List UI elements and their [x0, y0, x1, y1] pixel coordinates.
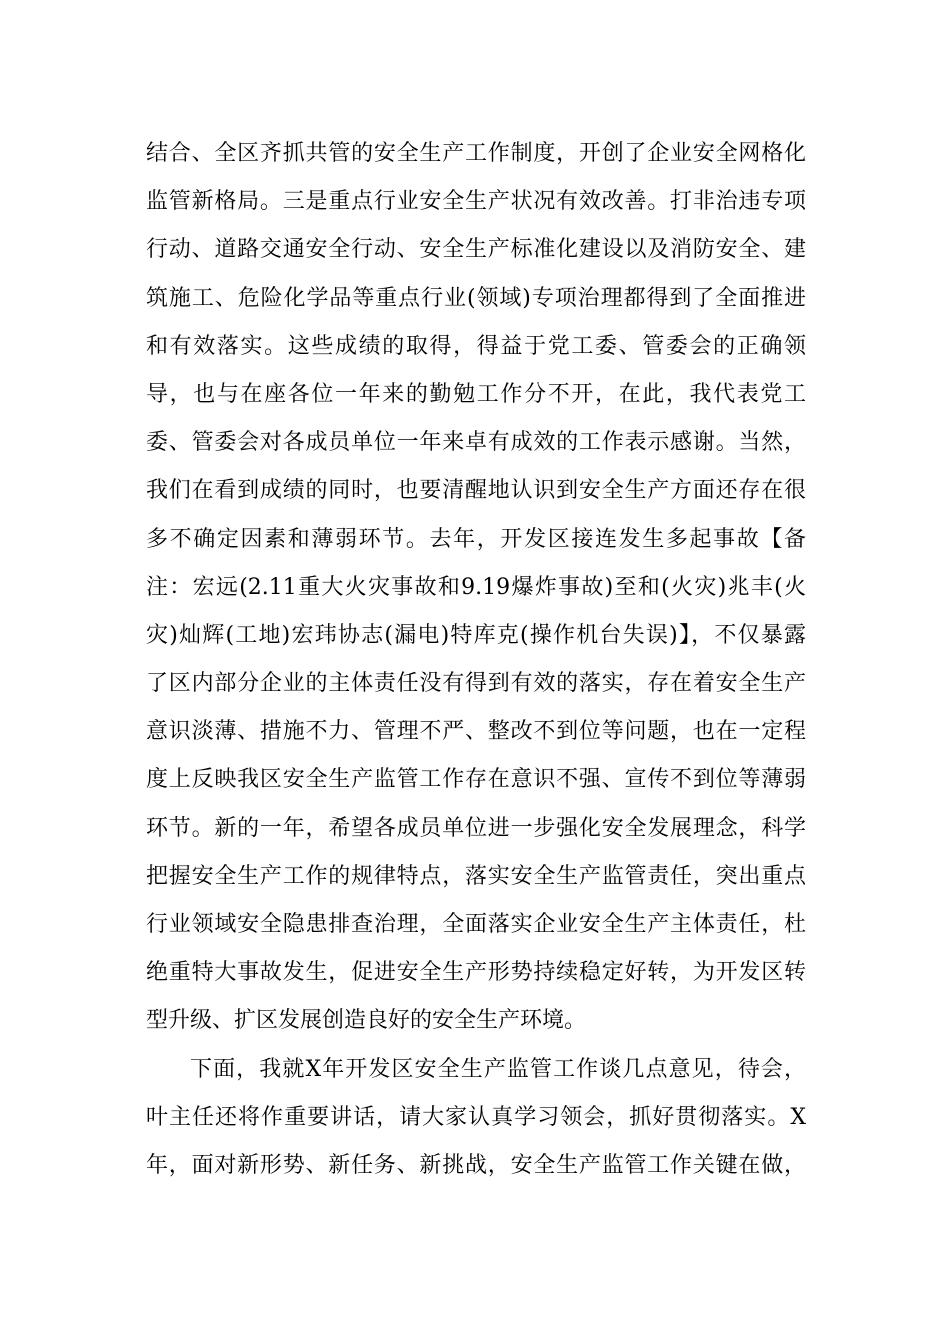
text-line: 我们在看到成绩的同时，也要清醒地认识到安全生产方面还存在很	[146, 478, 806, 504]
paragraph-end-line: 型升级、扩区发展创造良好的安全生产环境。	[146, 1008, 587, 1034]
text-line: 监管新格局。三是重点行业安全生产状况有效改善。打非治违专项	[146, 189, 806, 215]
text-line: 环节。新的一年，希望各成员单位进一步强化安全发展理念，科学	[146, 815, 806, 841]
text-line: 绝重特大事故发生，促进安全生产形势持续稳定好转，为开发区转	[146, 960, 806, 986]
text-line: 和有效落实。这些成绩的取得，得益于党工委、管委会的正确领	[146, 333, 806, 359]
text-line: 多不确定因素和薄弱环节。去年，开发区接连发生多起事故【备	[146, 526, 806, 552]
text-line: 结合、全区齐抓共管的安全生产工作制度，开创了企业安全网格化	[146, 141, 806, 166]
text-line: 叶主任还将作重要讲话，请大家认真学习领会，抓好贯彻落实。X	[146, 1104, 806, 1130]
text-line: 年，面对新形势、新任务、新挑战，安全生产监管工作关键在做，	[146, 1152, 806, 1178]
text-line: 度上反映我区安全生产监管工作存在意识不强、宣传不到位等薄弱	[146, 767, 806, 793]
text-line: 筑施工、危险化学品等重点行业(领域)专项治理都得到了全面推进	[146, 285, 806, 311]
text-line: 导，也与在座各位一年来的勤勉工作分不开，在此，我代表党工	[146, 381, 806, 407]
text-line: 意识淡薄、措施不力、管理不严、整改不到位等问题，也在一定程	[146, 719, 806, 745]
paragraph-start-line: 下面，我就X年开发区安全生产监管工作谈几点意见，待会，	[190, 1056, 806, 1082]
text-line: 了区内部分企业的主体责任没有得到有效的落实，存在着安全生产	[146, 671, 806, 697]
text-line: 委、管委会对各成员单位一年来卓有成效的工作表示感谢。当然，	[146, 430, 806, 456]
text-line: 注：宏远(2.11重大火灾事故和9.19爆炸事故)至和(火灾)兆丰(火	[146, 574, 806, 600]
text-line: 把握安全生产工作的规律特点，落实安全生产监管责任，突出重点	[146, 863, 806, 889]
text-line: 行业领域安全隐患排查治理，全面落实企业安全生产主体责任，杜	[146, 912, 806, 937]
text-line: 行动、道路交通安全行动、安全生产标准化建设以及消防安全、建	[146, 237, 806, 263]
body-text	[146, 130, 806, 1190]
text-line: 灾)灿辉(工地)宏玮协志(漏电)特库克(操作机台失误)】，不仅暴露	[146, 622, 806, 648]
